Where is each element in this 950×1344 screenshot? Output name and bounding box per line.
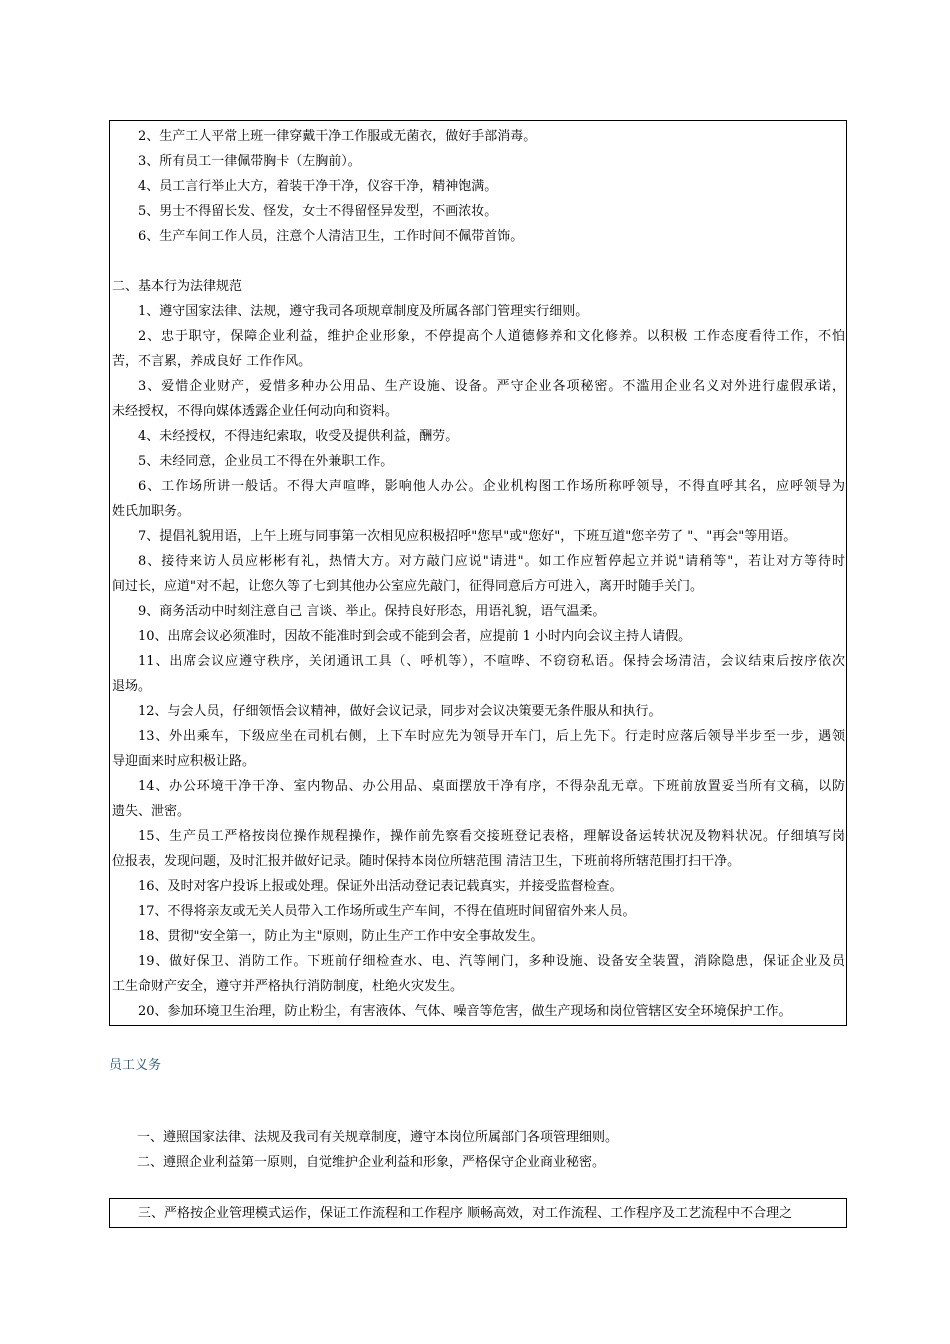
duty-line: 一、遵照国家法律、法规及我司有关规章制度，遵守本岗位所属部门各项管理细则。 [137,1130,619,1145]
rule-line: 9、商务活动中时刻注意自己 言谈、举止。保持良好形态，用语礼貌，语气温柔。 [138,604,606,619]
duties-table [109,1198,847,1228]
rule-line-continued: 导迎面来时应积极让路。 [112,754,256,769]
section-title-employee-duties: 员工义务 [109,1058,162,1073]
rule-line: 8、接待来访人员应彬彬有礼，热情大方。对方敲门应说"请进"。如工作应暂停起立并说"请稍等"，若让对方等待时 [138,554,845,569]
rule-line: 10、出席会议必须准时，因故不能准时到会或不能到会者，应提前 1 小时内向会议主持人请假。 [138,629,692,644]
rule-line-continued: 位报表，发现问题，及时汇报并做好记录。随时保持本岗位所辖范围 清洁卫生，下班前将所辖范围打扫干净。 [112,854,741,869]
rule-line-continued: 间过长，应道"对不起，让您久等了七到其他办公室应先敲门，征得同意后方可进入，离开时随手关门。 [112,579,703,594]
duty-line: 二、遵照企业利益第一原则，自觉维护企业利益和形象，严格保守企业商业秘密。 [137,1155,606,1170]
rule-line-continued: 苦，不言累，养成良好 工作作风。 [112,354,312,369]
rule-line: 20、参加环境卫生治理，防止粉尘，有害液体、气体、噪音等危害，做生产现场和岗位管辖区安全环境保护工作。 [138,1004,792,1019]
rule-line: 19、做好保卫、消防工作。下班前仔细检查水、电、汽等闸门，多种设施、设备安全装置，消除隐患，保证企业及员 [138,954,845,969]
rule-line-continued: 工生命财产安全，遵守并严格执行消防制度，杜绝火灾发生。 [112,979,464,994]
rule-line: 12、与会人员，仔细领悟会议精神，做好会议记录，同步对会议决策要无条件服从和执行。 [138,704,662,719]
rule-line: 1、遵守国家法律、法规，遵守我司各项规章制度及所属各部门管理实行细则。 [138,304,589,319]
rule-line: 4、未经授权，不得违纪索取，收受及提供利益，酬劳。 [138,429,459,444]
rule-line: 5、未经同意，企业员工不得在外兼职工作。 [138,454,394,469]
rule-line: 7、提倡礼貌用语，上午上班与同事第一次相见应积极招呼"您早"或"您好"，下班互道"您辛劳了 "、"再会"等用语。 [138,529,797,544]
rule-line: 2、生产工人平常上班一律穿戴干净工作服或无菌衣，做好手部消毒。 [138,129,537,144]
rule-line: 11、出席会议应遵守秩序，关闭通讯工具（、呼机等），不喧哗、不窃窃私语。保持会场清洁，会议结束后按序依次 [138,654,845,669]
rule-line: 3、所有员工一律佩带胸卡（左胸前）。 [138,154,361,169]
rule-line: 6、生产车间工作人员，注意个人清洁卫生，工作时间不佩带首饰。 [138,229,524,244]
rule-line: 17、不得将亲友或无关人员带入工作场所或生产车间，不得在值班时间留宿外来人员。 [138,904,636,919]
rules-table [109,120,847,1026]
rule-line-continued: 遗失、泄密。 [112,804,191,819]
rule-line: 5、男士不得留长发、怪发，女士不得留怪异发型，不画浓妆。 [138,204,498,219]
rule-line: 3、爱惜企业财产，爱惜多种办公用品、生产设施、设备。严守企业各项秘密。不滥用企业名义对外进行虚假承诺， [138,379,845,394]
rule-line: 14、办公环境干净干净、室内物品、办公用品、桌面摆放干净有序，不得杂乱无章。下班前放置妥当所有文稿，以防 [138,779,845,794]
rule-line-continued: 退场。 [112,679,152,694]
rule-line: 15、生产员工严格按岗位操作规程操作，操作前先察看交接班登记表格，理解设备运转状况及物料状况。仔细填写岗 [138,829,845,844]
section-heading-basic-conduct: 二、基本行为法律规范 [112,279,243,294]
rule-line: 13、外出乘车，下级应坐在司机右侧，上下车时应先为领导开车门，后上先下。行走时应落后领导半步至一步，遇领 [138,729,845,744]
rule-line: 2、忠于职守，保障企业利益，维护企业形象，不停提高个人道德修养和文化修养。以积极 工作态度看待工作，不怕 [138,329,845,344]
rule-line: 4、员工言行举止大方，着装干净干净，仪容干净，精神饱满。 [138,179,498,194]
rule-line-continued: 未经授权，不得向媒体透露企业任何动向和资料。 [112,404,399,419]
rule-line-continued: 姓氏加职务。 [112,504,191,519]
rule-line: 6、工作场所讲一般话。不得大声喧哗，影响他人办公。企业机构图工作场所称呼领导，不得直呼其名，应呼领导为 [138,479,845,494]
rule-line: 16、及时对客户投诉上报或处理。保证外出活动登记表记载真实，并接受监督检查。 [138,879,623,894]
duty-line: 三、严格按企业管理模式运作，保证工作流程和工作程序 顺畅高效，对工作流程、工作程序及工艺流程中不合理之 [138,1206,793,1221]
rule-line: 18、贯彻"安全第一，防止为主"原则，防止生产工作中安全事故发生。 [138,929,544,944]
